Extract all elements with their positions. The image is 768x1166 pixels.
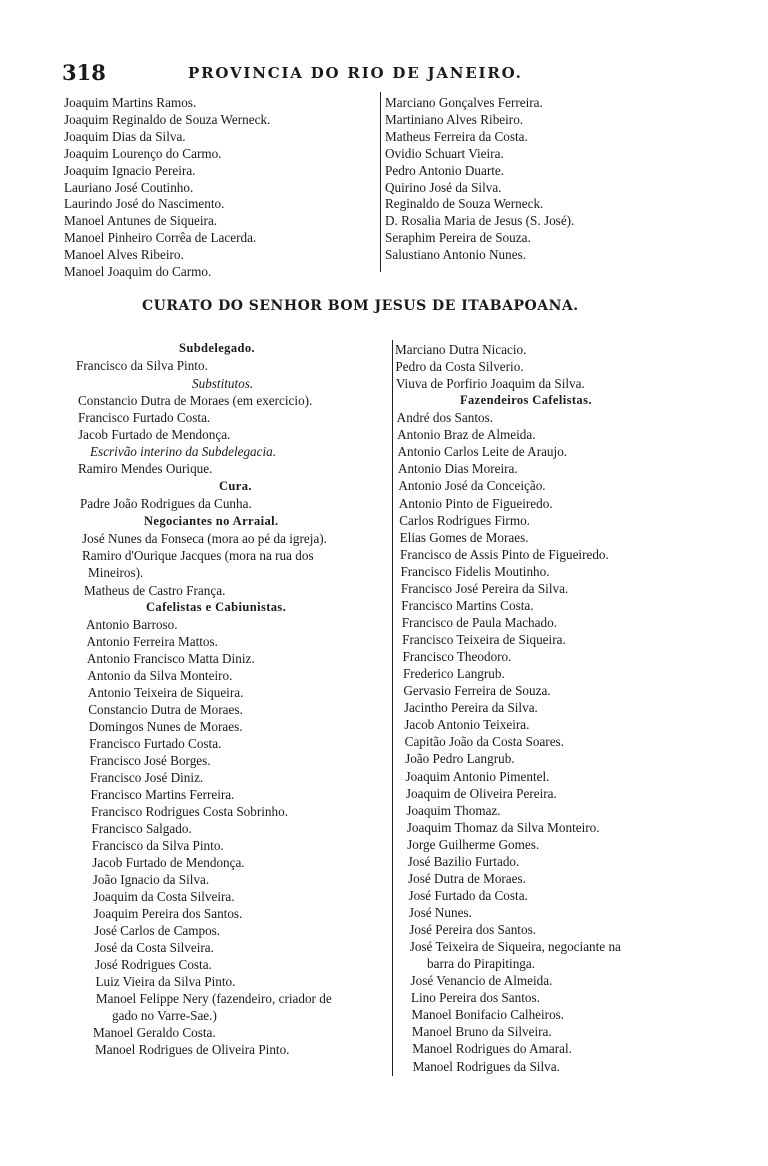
- right-entry: Francisco Theodoro.: [402, 649, 512, 665]
- left-entry: Francisco José Borges.: [89, 753, 211, 769]
- top-left-entry: Manoel Antunes de Siqueira.: [64, 213, 218, 229]
- top-left-entry: Joaquim Dias da Silva.: [64, 128, 186, 144]
- main-column-rule: [392, 340, 393, 1076]
- left-entry: Antonio Ferreira Mattos.: [86, 634, 218, 650]
- left-entry: José Nunes da Fonseca (mora ao pé da igreja).: [82, 531, 327, 546]
- right-entry: Francisco de Paula Machado.: [401, 614, 557, 630]
- left-entry: Ramiro Mendes Ourique.: [78, 461, 213, 477]
- top-left-entry: Manoel Pinheiro Corrêa de Lacerda.: [64, 230, 257, 246]
- right-entry: Manoel Rodrigues da Silva.: [412, 1058, 560, 1074]
- left-entry: Constancio Dutra de Moraes (em exercicio).: [78, 392, 313, 408]
- right-entry: Viuva de Porfirio Joaquim da Silva.: [395, 376, 585, 392]
- left-entry: Francisco Rodrigues Costa Sobrinho.: [90, 804, 289, 820]
- right-entry: José Pereira dos Santos.: [409, 922, 536, 938]
- right-entry: Francisco Teixeira de Siqueira.: [402, 632, 566, 648]
- left-entry: José Carlos de Campos.: [94, 923, 221, 939]
- right-entry: Jacob Antonio Teixeira.: [404, 717, 530, 733]
- right-entry: Elias Gomes de Moraes.: [399, 529, 529, 545]
- left-section-heading: Substitutos.: [192, 375, 254, 391]
- right-entry: Joaquim Antonio Pimentel.: [405, 768, 550, 784]
- right-entry: Antonio Dias Moreira.: [397, 461, 518, 477]
- right-entry: José Venancio de Almeida.: [410, 973, 553, 989]
- right-entry: Francisco de Assis Pinto de Figueiredo.: [400, 546, 609, 562]
- right-entry: Antonio Braz de Almeida.: [397, 427, 536, 443]
- left-entry: Constancio Dutra de Moraes.: [88, 702, 243, 718]
- right-entry: Antonio Carlos Leite de Araujo.: [397, 444, 568, 460]
- right-entry: José Teixeira de Siqueira, negociante na: [409, 939, 621, 955]
- right-entry: Manoel Bonifacio Calheiros.: [411, 1007, 565, 1023]
- top-left-entry: Manoel Joaquim do Carmo.: [64, 264, 212, 279]
- left-entry: Francisco Martins Ferreira.: [90, 787, 235, 803]
- left-entry: Antonio Teixeira de Siqueira.: [87, 685, 244, 701]
- top-right-entry: Salustiano Antonio Nunes.: [385, 247, 527, 263]
- right-entry: Frederico Langrub.: [402, 666, 505, 682]
- left-entry: Ramiro d'Ourique Jacques (mora na rua dos: [82, 548, 314, 563]
- top-right-entry: Quirino José da Silva.: [385, 179, 502, 195]
- top-right-entry: Reginaldo de Souza Werneck.: [385, 196, 544, 212]
- right-entry: José Furtado da Costa.: [408, 887, 528, 903]
- top-right-entry: D. Rosalia Maria de Jesus (S. José).: [385, 213, 575, 229]
- right-entry: Joaquim Thomaz.: [406, 802, 501, 818]
- left-entry: Francisco da Silva Pinto.: [91, 838, 224, 854]
- left-section-heading: Cafelistas e Cabiunistas.: [146, 600, 287, 615]
- right-entry: Francisco Martins Costa.: [401, 597, 534, 613]
- right-entry: Gervasio Ferreira de Souza.: [403, 683, 551, 699]
- top-left-entry: Joaquim Ignacio Pereira.: [64, 162, 196, 178]
- section-title: CURATO DO SENHOR BOM JESUS DE ITABAPOANA.: [142, 298, 579, 314]
- left-entry: Francisco Furtado Costa.: [89, 736, 222, 752]
- left-entry: Francisco José Diniz.: [90, 770, 204, 786]
- right-entry: Jacintho Pereira da Silva.: [403, 700, 538, 716]
- top-right-entry: Ovidio Schuart Vieira.: [385, 145, 504, 161]
- left-entry: Antonio da Silva Monteiro.: [87, 668, 233, 684]
- running-title: PROVINCIA DO RIO DE JANEIRO.: [188, 64, 523, 82]
- right-entry: Antonio Pinto de Figueiredo.: [398, 495, 553, 511]
- left-entry: Manoel Rodrigues de Oliveira Pinto.: [95, 1042, 290, 1058]
- right-entry: Francisco José Pereira da Silva.: [400, 580, 569, 596]
- right-entry: Joaquim de Oliveira Pereira.: [405, 785, 557, 801]
- right-entry: André dos Santos.: [396, 410, 494, 426]
- right-entry: Manoel Rodrigues do Amaral.: [412, 1041, 572, 1057]
- left-section-heading: Subdelegado.: [179, 341, 256, 355]
- right-entry: José Nunes.: [408, 904, 472, 920]
- left-section-heading: Escrivão interino da Subdelegacia.: [90, 444, 277, 460]
- top-right-entry: Pedro Antonio Duarte.: [385, 162, 505, 178]
- right-section-heading: Fazendeiros Cafelistas.: [460, 393, 592, 408]
- left-entry: Manoel Geraldo Costa.: [93, 1025, 216, 1041]
- left-section-heading: Cura.: [219, 478, 252, 493]
- right-entry: Pedro da Costa Silverio.: [395, 359, 524, 375]
- right-entry: Joaquim Thomaz da Silva Monteiro.: [406, 819, 600, 835]
- top-column-rule: [380, 92, 381, 272]
- left-entry: Joaquim Pereira dos Santos.: [93, 906, 243, 922]
- left-entry: gado no Varre-Sae.): [112, 1008, 217, 1024]
- top-left-entry: Laurindo José do Nascimento.: [64, 196, 225, 212]
- top-left-entry: Manoel Alves Ribeiro.: [64, 247, 184, 263]
- right-entry: João Pedro Langrub.: [405, 751, 515, 767]
- top-left-entry: Joaquim Reginaldo de Souza Werneck.: [64, 111, 271, 127]
- left-entry: Joaquim da Costa Silveira.: [93, 889, 235, 905]
- right-entry: José Bazilio Furtado.: [407, 853, 520, 869]
- left-entry: Francisco Furtado Costa.: [78, 409, 211, 425]
- right-entry: Lino Pereira dos Santos.: [410, 990, 540, 1006]
- left-entry: Jacob Furtado de Mendonça.: [78, 426, 231, 442]
- right-entry: barra do Pirapitinga.: [427, 956, 536, 972]
- top-right-entry: Matheus Ferreira da Costa.: [385, 128, 528, 144]
- top-left-entry: Joaquim Lourenço do Carmo.: [64, 145, 222, 161]
- right-entry: Antonio José da Conceição.: [398, 478, 546, 494]
- left-entry: Antonio Francisco Matta Diniz.: [86, 651, 255, 667]
- left-entry: José Rodrigues Costa.: [95, 957, 212, 973]
- right-entry: Marciano Dutra Nicacio.: [395, 342, 527, 357]
- left-entry: José da Costa Silveira.: [94, 940, 214, 956]
- right-entry: Francisco Fidelis Moutinho.: [400, 563, 550, 579]
- page-header: [62, 60, 582, 86]
- left-entry: Manoel Felippe Nery (fazendeiro, criador de: [95, 991, 332, 1007]
- right-entry: Manoel Bruno da Silveira.: [411, 1024, 552, 1040]
- right-entry: Jorge Guilherme Gomes.: [407, 836, 540, 852]
- left-entry: Jacob Furtado de Mendonça.: [92, 855, 245, 871]
- left-section-heading: Negociantes no Arraial.: [144, 514, 279, 528]
- page-number: 318: [62, 60, 106, 85]
- right-entry: Capitão João da Costa Soares.: [404, 734, 564, 750]
- left-entry: Francisco Salgado.: [91, 821, 192, 837]
- left-entry: Matheus de Castro França.: [84, 582, 226, 598]
- left-entry: Padre João Rodrigues da Cunha.: [80, 496, 252, 512]
- left-entry: Mineiros).: [88, 565, 144, 580]
- right-entry: Carlos Rodrigues Firmo.: [399, 512, 530, 528]
- left-entry: João Ignacio da Silva.: [92, 872, 210, 888]
- top-right-entry: Martiniano Alves Ribeiro.: [385, 111, 524, 127]
- right-entry: José Dutra de Moraes.: [408, 870, 526, 886]
- top-right-entry: Marciano Gonçalves Ferreira.: [385, 95, 543, 110]
- left-entry: Antonio Barroso.: [86, 617, 178, 633]
- top-left-entry: Lauriano José Coutinho.: [64, 179, 194, 195]
- top-right-entry: Seraphim Pereira de Souza.: [385, 230, 531, 246]
- left-entry: Domingos Nunes de Moraes.: [88, 719, 243, 735]
- left-entry: Francisco da Silva Pinto.: [76, 358, 208, 373]
- top-left-entry: Joaquim Martins Ramos.: [64, 95, 197, 110]
- left-entry: Luiz Vieira da Silva Pinto.: [95, 974, 236, 990]
